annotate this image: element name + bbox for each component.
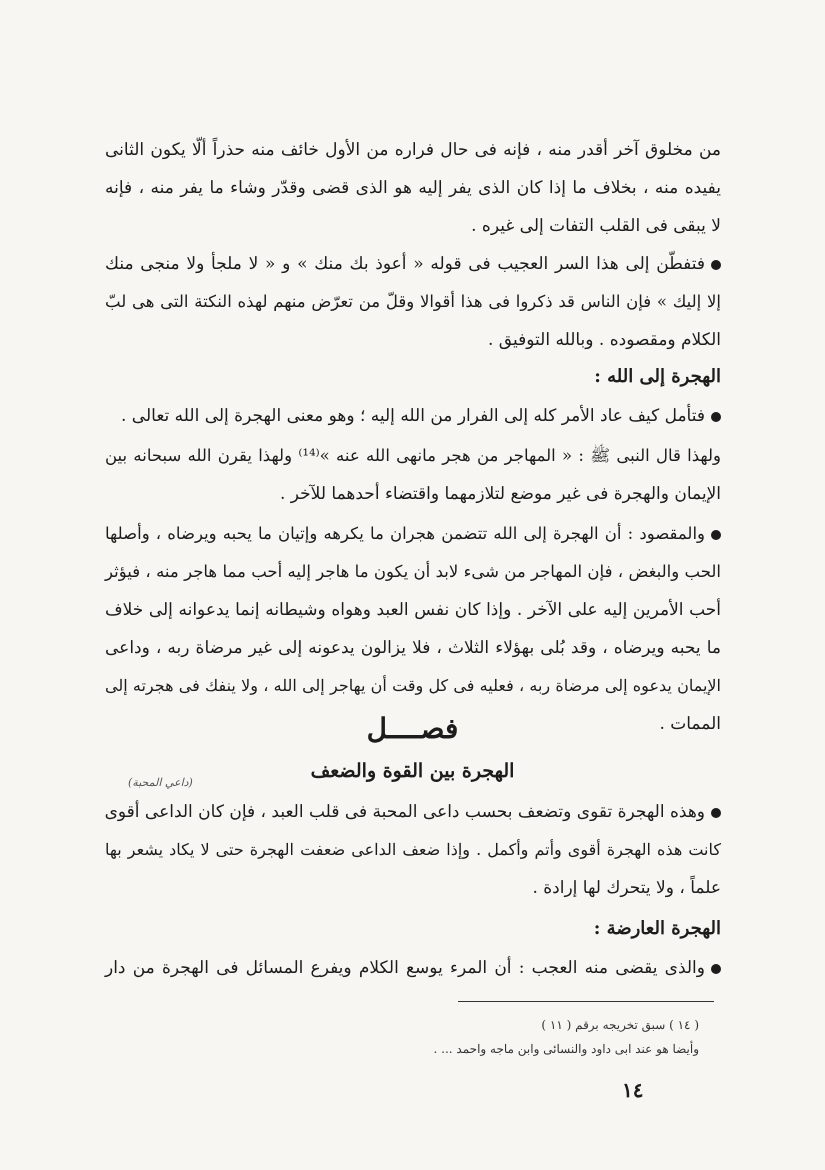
section-heading-aarida: الهجرة العارضة : (593, 918, 721, 939)
para5-line-1 (105, 524, 721, 543)
chapter-subtitle: الهجرة بين القوة والضعف (310, 760, 515, 782)
page-number: ١٤ (622, 1078, 644, 1102)
bullet-icon (711, 260, 721, 270)
para4-line-2: الإيمان والهجرة فى غير موضع لتلازمهما واقتضاء أحدهما للآخر . (279, 484, 721, 504)
para2-line-2: إلا إليك » فإن الناس قد ذكروا فى هذا أقوالا وقلّ من تعرّض منهم لهذه النكتة التى هى لبّ (105, 292, 721, 311)
chapter-marker: فصــــل (366, 712, 459, 745)
para1-line-2: يفيده منه ، بخلاف ما إذا كان الذى يفر إليه هو الذى قضى وقدّر وشاء ما يفر منه ، فإنه (105, 178, 721, 198)
bullet-icon (711, 964, 721, 974)
para1-line-1: من مخلوق آخر أقدر منه ، فإنه فى حال فراره من الأول خائف منه حذراً ألّا يكون الثانى (105, 140, 721, 160)
para5-line-3: أحب الأمرين إليه على الآخر . وإذا كان نفس العبد وهواه وشيطانه إنما يدعوانه إلى خلاف (105, 600, 721, 620)
para6-line-2: كانت هذه الهجرة أقوى وأتم وأكمل . وإذا ضعف الداعى ضعفت الهجرة حتى لا يكاد يشعر بها (105, 840, 721, 859)
para7-line (105, 958, 721, 978)
para2-line-1-text: فتفطّن إلى هذا السر العجيب فى قوله « أعوذ بك منك » و « لا ملجأ ولا منجى منك (105, 254, 705, 274)
footnote-divider (458, 1001, 714, 1002)
para1-line-3: لا يبقى فى القلب التفات إلى غيره . (471, 216, 721, 236)
section-heading-hijra: الهجرة إلى الله : (594, 366, 721, 387)
footnote-2: وأيضا هو عند ابى داود والنسائى وابن ماجه واحمد ... . (433, 1042, 699, 1056)
para6-line-1 (105, 802, 721, 822)
para5-line-2: الحب والبغض ، فإن المهاجر من شىء لابد أن يكون ما هاجر إليه أحب مما هاجر منه ، فيؤثر (105, 562, 721, 581)
para3-line (105, 406, 721, 426)
para5-line-1-text: والمقصود : أن الهجرة إلى الله تتضمن هجران ما يكرهه وإتيان ما يحبه ويرضاه ، وأصلها (105, 524, 705, 543)
para3-text: فتأمل كيف عاد الأمر كله إلى الفرار من الله إليه ؛ وهو معنى الهجرة إلى الله تعالى . (120, 406, 705, 426)
bullet-icon (711, 530, 721, 540)
para6-line-1-text: وهذه الهجرة تقوى وتضعف بحسب داعى المحبة فى قلب العبد ، فإن كان الداعى أقوى (104, 802, 705, 822)
para7-text: والذى يقضى منه العجب : أن المرء يوسع الكلام ويفرع المسائل فى الهجرة من دار (105, 958, 705, 978)
bullet-icon (711, 412, 721, 422)
handwritten-margin-note: (داعي المحبة) (128, 776, 193, 789)
para5-line-5: الإيمان يدعوه إلى مرضاة ربه ، فعليه فى كل وقت أن يهاجر إلى الله ، ولا ينفك فى هجرته إلى (105, 676, 721, 695)
para5-line-6: الممات . (659, 714, 721, 734)
para2-line-3: الكلام ومقصوده . وبالله التوفيق . (488, 330, 721, 350)
para6-line-3: علماً ، ولا يتحرك لها إرادة . (532, 878, 721, 898)
para5-line-4: ما يحبه ويرضاه ، وقد بُلى بهؤلاء الثلاث ، فلا يزالون يدعونه إلى غير مرضاة ربه ، وداعى (105, 638, 721, 658)
para4-line-1: ولهذا قال النبى ﷺ : « المهاجر من هجر مانهى الله عنه »⁽¹⁴⁾ ولهذا يقرن الله سبحانه بين (105, 446, 722, 465)
para2-line-1 (105, 254, 721, 274)
footnote-1: ( ١٤ ) سبق تخريجه برقم ( ١١ ) (541, 1018, 699, 1032)
bullet-icon (711, 808, 721, 818)
